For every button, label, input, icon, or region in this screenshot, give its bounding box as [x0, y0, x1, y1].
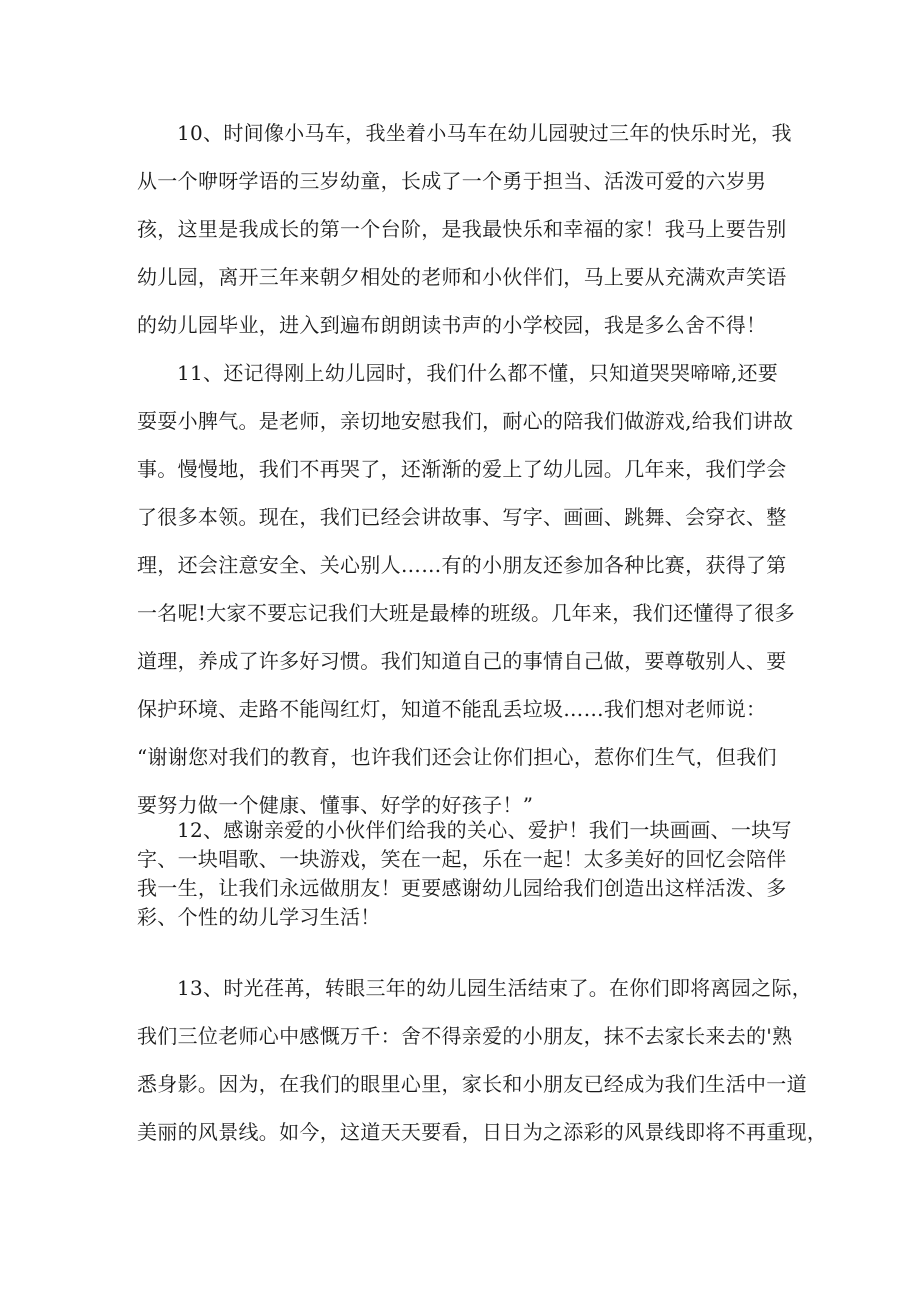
text-line: 道理，养成了许多好习惯。我们知道自己的事情自己做，要尊敬别人、要: [137, 649, 787, 673]
text-line: 我一生，让我们永远做朋友！更要感谢幼儿园给我们创造出这样活泼、多: [137, 876, 787, 900]
text-line: 13、时光荏苒，转眼三年的幼儿园生活结束了。在你们即将离园之际，: [177, 976, 813, 1000]
paragraph-13: [137, 964, 828, 1156]
paragraph-10: [137, 109, 797, 349]
text-line: 的幼儿园毕业，进入到遍布朗朗读书声的小学校园，我是多么舍不得！: [137, 313, 767, 337]
text-line: 悉身影。因为，在我们的眼里心里，家长和小朋友已经成为我们生活中一道: [137, 1072, 807, 1096]
text-line: 理，还会注意安全、关心别人……有的小朋友还参加各种比赛，获得了第: [137, 553, 787, 577]
text-line: “谢谢您对我们的教育，也许我们还会让你们担心，惹你们生气，但我们: [137, 745, 777, 769]
text-line: 一名呢!大家不要忘记我们大班是最棒的班级。几年来，我们还懂得了很多: [137, 601, 795, 625]
text-line: 要努力做一个健康、懂事、好学的好孩子！”: [137, 793, 534, 817]
text-line: 字、一块唱歌、一块游戏，笑在一起，乐在一起！太多美好的回忆会陪伴: [137, 847, 787, 871]
text-line: 彩、个性的幼儿学习生活！: [137, 905, 381, 929]
text-line: 从一个咿呀学语的三岁幼童，长成了一个勇于担当、活泼可爱的六岁男: [137, 169, 767, 193]
text-line: 12、感谢亲爱的小伙伴们给我的关心、爱护！我们一块画画、一块写: [177, 818, 792, 842]
paragraph-11: [137, 349, 797, 829]
text-line: 孩，这里是我成长的第一个台阶，是我最快乐和幸福的家！我马上要告别: [137, 217, 787, 241]
text-line: 美丽的风景线。如今，这道天天要看，日日为之添彩的风景线即将不再重现，: [137, 1120, 828, 1144]
text-line: 耍耍小脾气。是老师，亲切地安慰我们，耐心的陪我们做游戏,给我们讲故: [137, 409, 794, 433]
text-line: 幼儿园，离开三年来朝夕相处的老师和小伙伴们，马上要从充满欢声笑语: [137, 265, 787, 289]
text-line: 保护环境、走路不能闯红灯，知道不能乱丢垃圾……我们想对老师说：: [137, 697, 767, 721]
text-line: 10、时间像小马车，我坐着小马车在幼儿园驶过三年的快乐时光，我: [177, 121, 792, 145]
paragraph-12: [137, 816, 797, 932]
text-line: 我们三位老师心中感慨万千：舍不得亲爱的小朋友，抹不去家长来去的'熟: [137, 1024, 793, 1048]
text-line: 11、还记得刚上幼儿园时，我们什么都不懂，只知道哭哭啼啼,还要: [177, 361, 779, 385]
text-line: 了很多本领。现在，我们已经会讲故事、写字、画画、跳舞、会穿衣、整: [137, 505, 787, 529]
text-line: 事。慢慢地，我们不再哭了，还渐渐的爱上了幼儿园。几年来，我们学会: [137, 457, 787, 481]
